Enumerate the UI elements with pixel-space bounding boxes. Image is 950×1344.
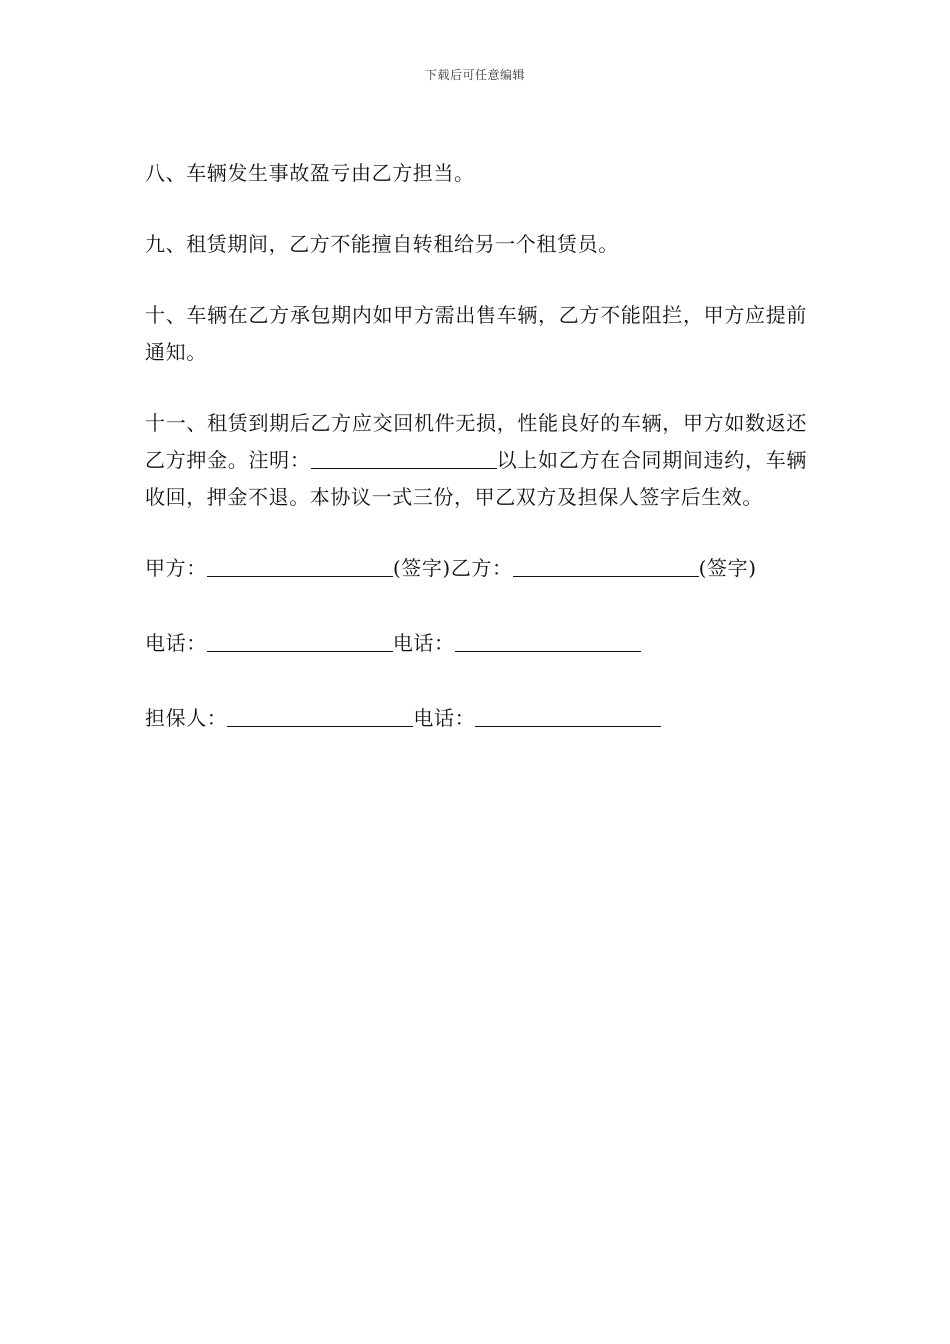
party-a-phone-blank[interactable] xyxy=(207,631,393,652)
clause-8: 八、车辆发生事故盈亏由乙方担当。 xyxy=(145,161,475,185)
phone-line xyxy=(145,625,807,662)
clause-9: 九、租赁期间，乙方不能擅自转租给另一个租赁员。 xyxy=(145,232,619,256)
guarantor-phone-blank[interactable] xyxy=(475,706,661,727)
guarantor-signature-blank[interactable] xyxy=(227,706,413,727)
clause-11 xyxy=(145,405,807,516)
clause-10: 十、车辆在乙方承包期内如甲方需出售车辆，乙方不能阻拦，甲方应提前通知。 xyxy=(145,303,807,364)
guarantor-phone-label: 电话： xyxy=(413,706,476,730)
clause-11-text-before: 十一、租赁到期后乙方应交回机件无损，性能良好的车辆，甲方如数返还乙方押金。注明： xyxy=(145,411,807,472)
party-signature-line xyxy=(145,550,807,587)
page-header-note: 下载后可任意编辑 xyxy=(424,68,525,82)
party-b-label: 乙方： xyxy=(450,556,513,580)
party-a-phone-label: 电话： xyxy=(145,631,207,655)
party-a-sign-note: (签字) xyxy=(392,556,451,580)
party-b-sign-note: (签字) xyxy=(698,556,757,580)
party-b-phone-blank[interactable] xyxy=(455,631,641,652)
party-a-signature-blank[interactable] xyxy=(207,556,393,577)
party-a-label: 甲方： xyxy=(145,556,207,580)
party-b-signature-blank[interactable] xyxy=(513,556,699,577)
guarantor-line xyxy=(145,700,807,737)
note-blank-line[interactable] xyxy=(311,448,497,469)
contract-body xyxy=(145,155,807,775)
clause-11-text-after: 以上如乙方在合同期间违约，车辆收回，押金不退。本协议一式三份，甲乙双方及担保人签字后生效。 xyxy=(145,448,807,509)
party-b-phone-label: 电话： xyxy=(392,631,455,655)
guarantor-label: 担保人： xyxy=(145,706,228,730)
